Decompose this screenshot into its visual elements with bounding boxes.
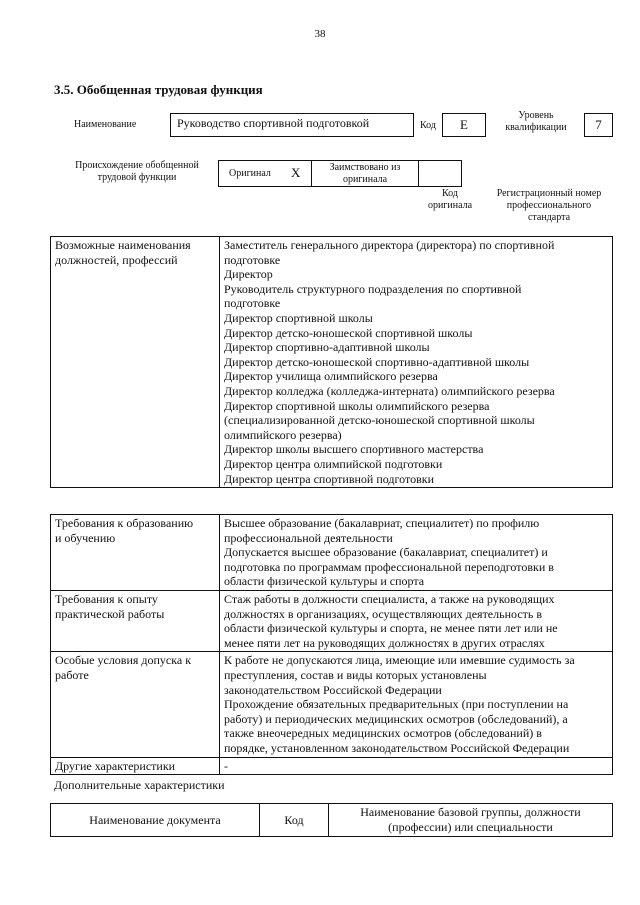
level-label [490, 110, 582, 134]
registration-caption-line2: профессионального [506, 200, 592, 211]
position-line: Директор спортивно-адаптивной школы [224, 340, 430, 355]
registration-caption-line3: стандарта [527, 212, 571, 223]
origin-label-line1: Происхождение обобщенной [75, 160, 199, 171]
admission-label-line1: Особые условия допуска к [55, 653, 192, 668]
position-line: Директор спортивной школы олимпийского резерва [224, 398, 490, 413]
borrowed-line1: Заимствовано из [329, 162, 401, 173]
education-line: Высшее образование (бакалавриат, специалитет) по профилю [224, 516, 540, 530]
group-column-line2: (профессии) или специальности [388, 820, 553, 834]
level-label-line2: квалификации [505, 122, 567, 133]
experience-label-line2: практической работы [55, 606, 165, 621]
original-label: Оригинал [229, 168, 271, 179]
admission-line: законодательством Российской Федерации [224, 682, 442, 697]
original-mark: X [291, 165, 301, 180]
positions-list-cell [220, 237, 613, 488]
education-line: Допускается высшее образование (бакалавриат, специалитет) и [224, 545, 548, 560]
position-line: Директор [224, 267, 273, 282]
page-number: 38 [314, 28, 326, 40]
position-line: Директор школы высшего спортивного мастерства [224, 442, 484, 457]
section-title: 3.5. Обобщенная трудовая функция [54, 82, 263, 97]
registration-caption [487, 188, 611, 224]
table-row [51, 590, 613, 651]
experience-line: области физической культуры и спорта, не менее пяти лет или не [224, 621, 558, 636]
other-value-cell: - [220, 757, 613, 775]
level-label-line1: Уровень [518, 110, 554, 121]
admission-line: преступления, состав и виды которых установлены [224, 667, 487, 682]
borrowed-cell [312, 161, 419, 186]
registration-caption-line1: Регистрационный номер [496, 188, 602, 199]
group-column-header [329, 804, 613, 837]
experience-line: Стаж работы в должности специалиста, а также на руководящих [224, 591, 555, 606]
level-field: 7 [584, 113, 613, 137]
position-line: Директор училища олимпийского резерва [224, 369, 438, 384]
position-line: Директор детско-юношеской спортивно-адаптивной школы [224, 354, 530, 369]
education-value-cell [220, 515, 613, 591]
code-column-header: Код [260, 804, 329, 837]
name-label: Наименование [74, 119, 137, 130]
education-line: профессиональной деятельности [224, 530, 393, 545]
code-field: E [442, 113, 486, 137]
admission-label-cell [51, 652, 220, 757]
origin-code-caption [415, 188, 485, 212]
admission-line: порядке, установленном законодательством Российской Федерации [224, 740, 570, 755]
position-line: (специализированной детско-юношеской спортивной школы [224, 413, 535, 428]
position-line: Директор центра олимпийской подготовки [224, 456, 443, 471]
education-label-line1: Требования к образованию [55, 516, 194, 530]
positions-table [50, 236, 613, 488]
positions-label-line2: должностей, профессий [55, 252, 178, 267]
table-row [51, 804, 613, 837]
extra-title: Дополнительные характеристики [54, 778, 225, 792]
experience-label-line1: Требования к опыту [55, 591, 158, 606]
experience-value-cell [220, 590, 613, 651]
table-row [51, 515, 613, 591]
admission-line: работу) и периодических медицинских осмотров (обследований), а [224, 711, 568, 726]
position-line: Заместитель генерального директора (директора) по спортивной [224, 238, 555, 252]
extra-table [50, 803, 613, 837]
experience-label-cell [51, 590, 220, 651]
origin-label [62, 160, 212, 184]
table-row [51, 757, 613, 775]
education-label-cell [51, 515, 220, 591]
position-line: Директор спортивной школы [224, 310, 373, 325]
origin-code-caption-line2: оригинала [427, 200, 473, 211]
experience-line: должностях в организациях, осуществляющих деятельность в [224, 606, 543, 621]
origin-code-caption-line1: Код [442, 188, 458, 199]
position-line: олимпийского резерва) [224, 427, 342, 442]
admission-label-line2: работе [55, 667, 89, 682]
group-column-line1: Наименование базовой группы, должности [360, 805, 581, 820]
function-name-field: Руководство спортивной подготовкой [170, 113, 414, 137]
table-row [51, 237, 613, 488]
education-line: области физической культуры и спорта [224, 574, 425, 589]
admission-value-cell [220, 652, 613, 757]
position-line: подготовке [224, 252, 281, 267]
requirements-table [50, 514, 613, 775]
borrowed-line2: оригинала [342, 174, 388, 185]
position-line: подготовке [224, 296, 281, 311]
education-label-line2: и обучению [55, 530, 116, 545]
origin-table [218, 160, 462, 187]
position-line: Директор колледжа (колледжа-интерната) олимпийского резерва [224, 383, 555, 398]
admission-line: также внеочередных медицинских осмотров (обследований) в [224, 726, 542, 741]
admission-line: Прохождение обязательных предварительных (при поступлении на [224, 697, 569, 712]
table-row [51, 652, 613, 757]
doc-column-header: Наименование документа [51, 804, 260, 837]
experience-line: менее пяти лет на руководящих должностях в других отраслях [224, 635, 545, 650]
position-line: Директор детско-юношеской спортивной школы [224, 325, 473, 340]
position-line: Директор центра спортивной подготовки [224, 471, 434, 486]
other-label-cell: Другие характеристики [51, 757, 220, 775]
education-line: подготовка по программам профессиональной переподготовки в [224, 559, 554, 574]
positions-label-line1: Возможные наименования [55, 238, 191, 252]
code-label: Код [420, 120, 436, 131]
positions-label-cell [51, 237, 220, 488]
admission-line: К работе не допускаются лица, имеющие или имевшие судимость за [224, 653, 575, 668]
origin-label-line2: трудовой функции [97, 172, 177, 183]
position-line: Руководитель структурного подразделения по спортивной [224, 281, 522, 296]
original-cell [219, 161, 312, 186]
